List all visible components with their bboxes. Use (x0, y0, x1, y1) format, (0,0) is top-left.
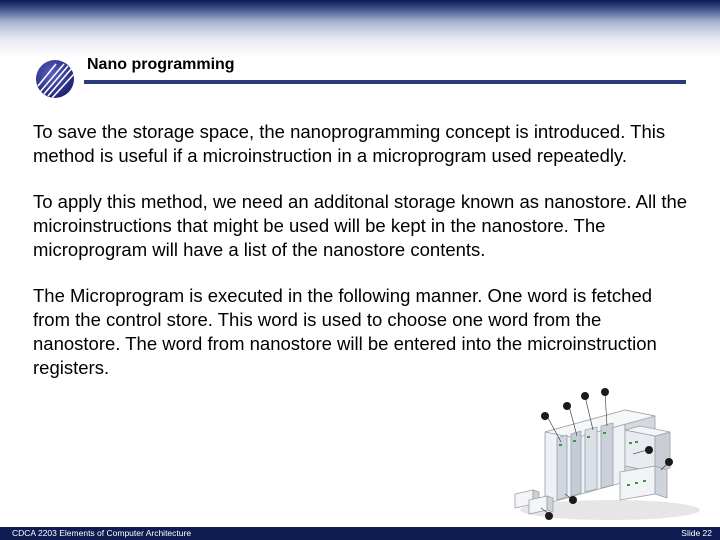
footer-slide-number: Slide 22 (681, 528, 712, 538)
paragraph-1: To save the storage space, the nanoprogramming concept is introduced. This method is useful if a microinstruction in a microprogram used repeatedly. (33, 121, 666, 166)
slide-body (33, 120, 693, 402)
paragraph-3: The Microprogram is executed in the following manner. One word is fetched from the control store. This word is used to choose one word from the nanostore. The word from nanostore will be entered into the microinstruction registers. (33, 285, 657, 378)
paragraph-2: To apply this method, we need an additonal storage known as nanostore. All the microinstructions that might be used will be kept in the nanostore. The microprogram will have a list of the nanostore contents. (33, 191, 688, 260)
title-underline (84, 80, 686, 84)
slide-title: Nano programming (87, 56, 235, 73)
hardware-modules-illustration (505, 372, 705, 528)
header-gradient-band (0, 0, 720, 58)
footer-course: CDCA 2203 Elements of Computer Architecture (12, 528, 192, 538)
footer-bar (0, 527, 720, 540)
university-logo-icon (34, 58, 76, 100)
